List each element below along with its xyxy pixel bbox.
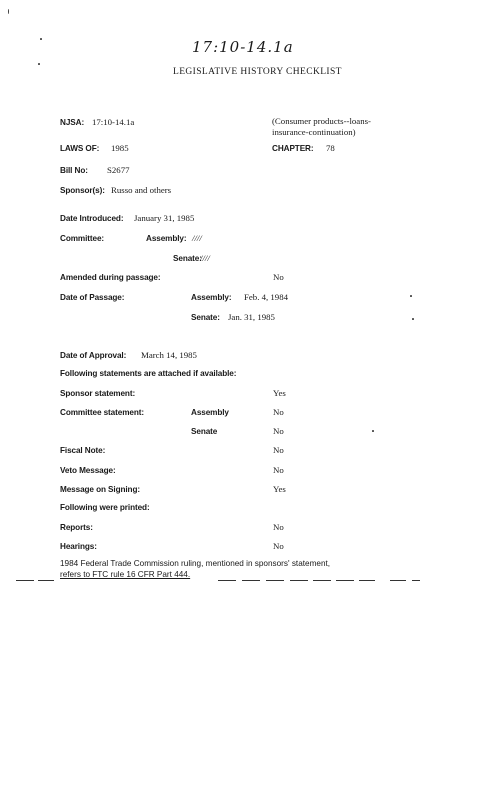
scan-speck	[412, 318, 414, 320]
message-signing-label: Message on Signing:	[60, 485, 140, 494]
committee-statement-senate-label: Senate	[191, 427, 218, 436]
underline-dash	[16, 580, 34, 581]
njsa-label: NJSA:	[60, 118, 85, 127]
chapter-value: 78	[326, 143, 335, 153]
reports-value: No	[273, 522, 284, 532]
fiscal-note-value: No	[273, 445, 284, 455]
statements-heading: Following statements are attached if available:	[60, 369, 237, 378]
date-introduced-value: January 31, 1985	[134, 213, 195, 223]
committee-senate-value: ////	[200, 253, 210, 263]
committee-statement-assembly-value: No	[273, 407, 284, 417]
hearings-value: No	[273, 541, 284, 551]
veto-message-label: Veto Message:	[60, 466, 116, 475]
committee-statement-assembly-label: Assembly	[191, 408, 229, 417]
underline-dash	[266, 580, 284, 581]
underline-dash	[412, 580, 420, 581]
page-title: LEGISLATIVE HISTORY CHECKLIST	[173, 67, 342, 77]
underline-dash	[218, 580, 236, 581]
committee-senate-label: Senate:	[173, 254, 202, 263]
message-signing-value: Yes	[273, 484, 286, 494]
underline-dash	[336, 580, 354, 581]
committee-statement-senate-value: No	[273, 426, 284, 436]
date-introduced-label: Date Introduced:	[60, 214, 124, 223]
fiscal-note-label: Fiscal Note:	[60, 446, 106, 455]
passage-assembly-value: Feb. 4, 1984	[244, 292, 288, 302]
amended-label: Amended during passage:	[60, 273, 161, 282]
underline-dash	[390, 580, 406, 581]
subject-line-1: (Consumer products--loans-	[272, 116, 371, 126]
chapter-label: CHAPTER:	[272, 144, 314, 153]
bill-no-label: Bill No:	[60, 166, 88, 175]
passage-label: Date of Passage:	[60, 293, 125, 302]
sponsors-label: Sponsor(s):	[60, 186, 105, 195]
underline-dash	[38, 580, 54, 581]
committee-statement-label: Committee statement:	[60, 408, 144, 417]
laws-of-label: LAWS OF:	[60, 144, 100, 153]
committee-label: Committee:	[60, 234, 105, 243]
sponsors-value: Russo and others	[111, 185, 172, 195]
scan-speck	[38, 63, 40, 65]
underline-dash	[359, 580, 375, 581]
njsa-value: 17:10-14.1a	[92, 117, 135, 127]
approval-label: Date of Approval:	[60, 351, 127, 360]
bill-no-value: S2677	[107, 165, 130, 175]
underline-dash	[242, 580, 260, 581]
committee-assembly-value: ////	[192, 233, 202, 243]
scan-speck	[8, 9, 9, 14]
passage-senate-value: Jan. 31, 1985	[228, 312, 275, 322]
printed-heading: Following were printed:	[60, 503, 150, 512]
committee-assembly-label: Assembly:	[146, 234, 187, 243]
passage-assembly-label: Assembly:	[191, 293, 232, 302]
underline-dash	[290, 580, 308, 581]
scan-speck	[410, 295, 412, 297]
veto-message-value: No	[273, 465, 284, 475]
hearings-label: Hearings:	[60, 542, 97, 551]
subject-line-2: insurance-continuation)	[272, 127, 356, 137]
laws-of-value: 1985	[111, 143, 129, 153]
amended-value: No	[273, 272, 284, 282]
reports-label: Reports:	[60, 523, 93, 532]
scan-speck	[40, 38, 42, 40]
sponsor-statement-label: Sponsor statement:	[60, 389, 136, 398]
sponsor-statement-value: Yes	[273, 388, 286, 398]
underline-dash	[313, 580, 331, 581]
scan-speck	[372, 430, 374, 432]
approval-value: March 14, 1985	[141, 350, 197, 360]
footnote-line-1: 1984 Federal Trade Commission ruling, mentioned in sponsors' statement,	[60, 559, 331, 568]
passage-senate-label: Senate:	[191, 313, 220, 322]
footnote-line-2: refers to FTC rule 16 CFR Part 444.	[60, 570, 191, 579]
handwritten-statute-number: 17:10-14.1a	[192, 38, 294, 56]
